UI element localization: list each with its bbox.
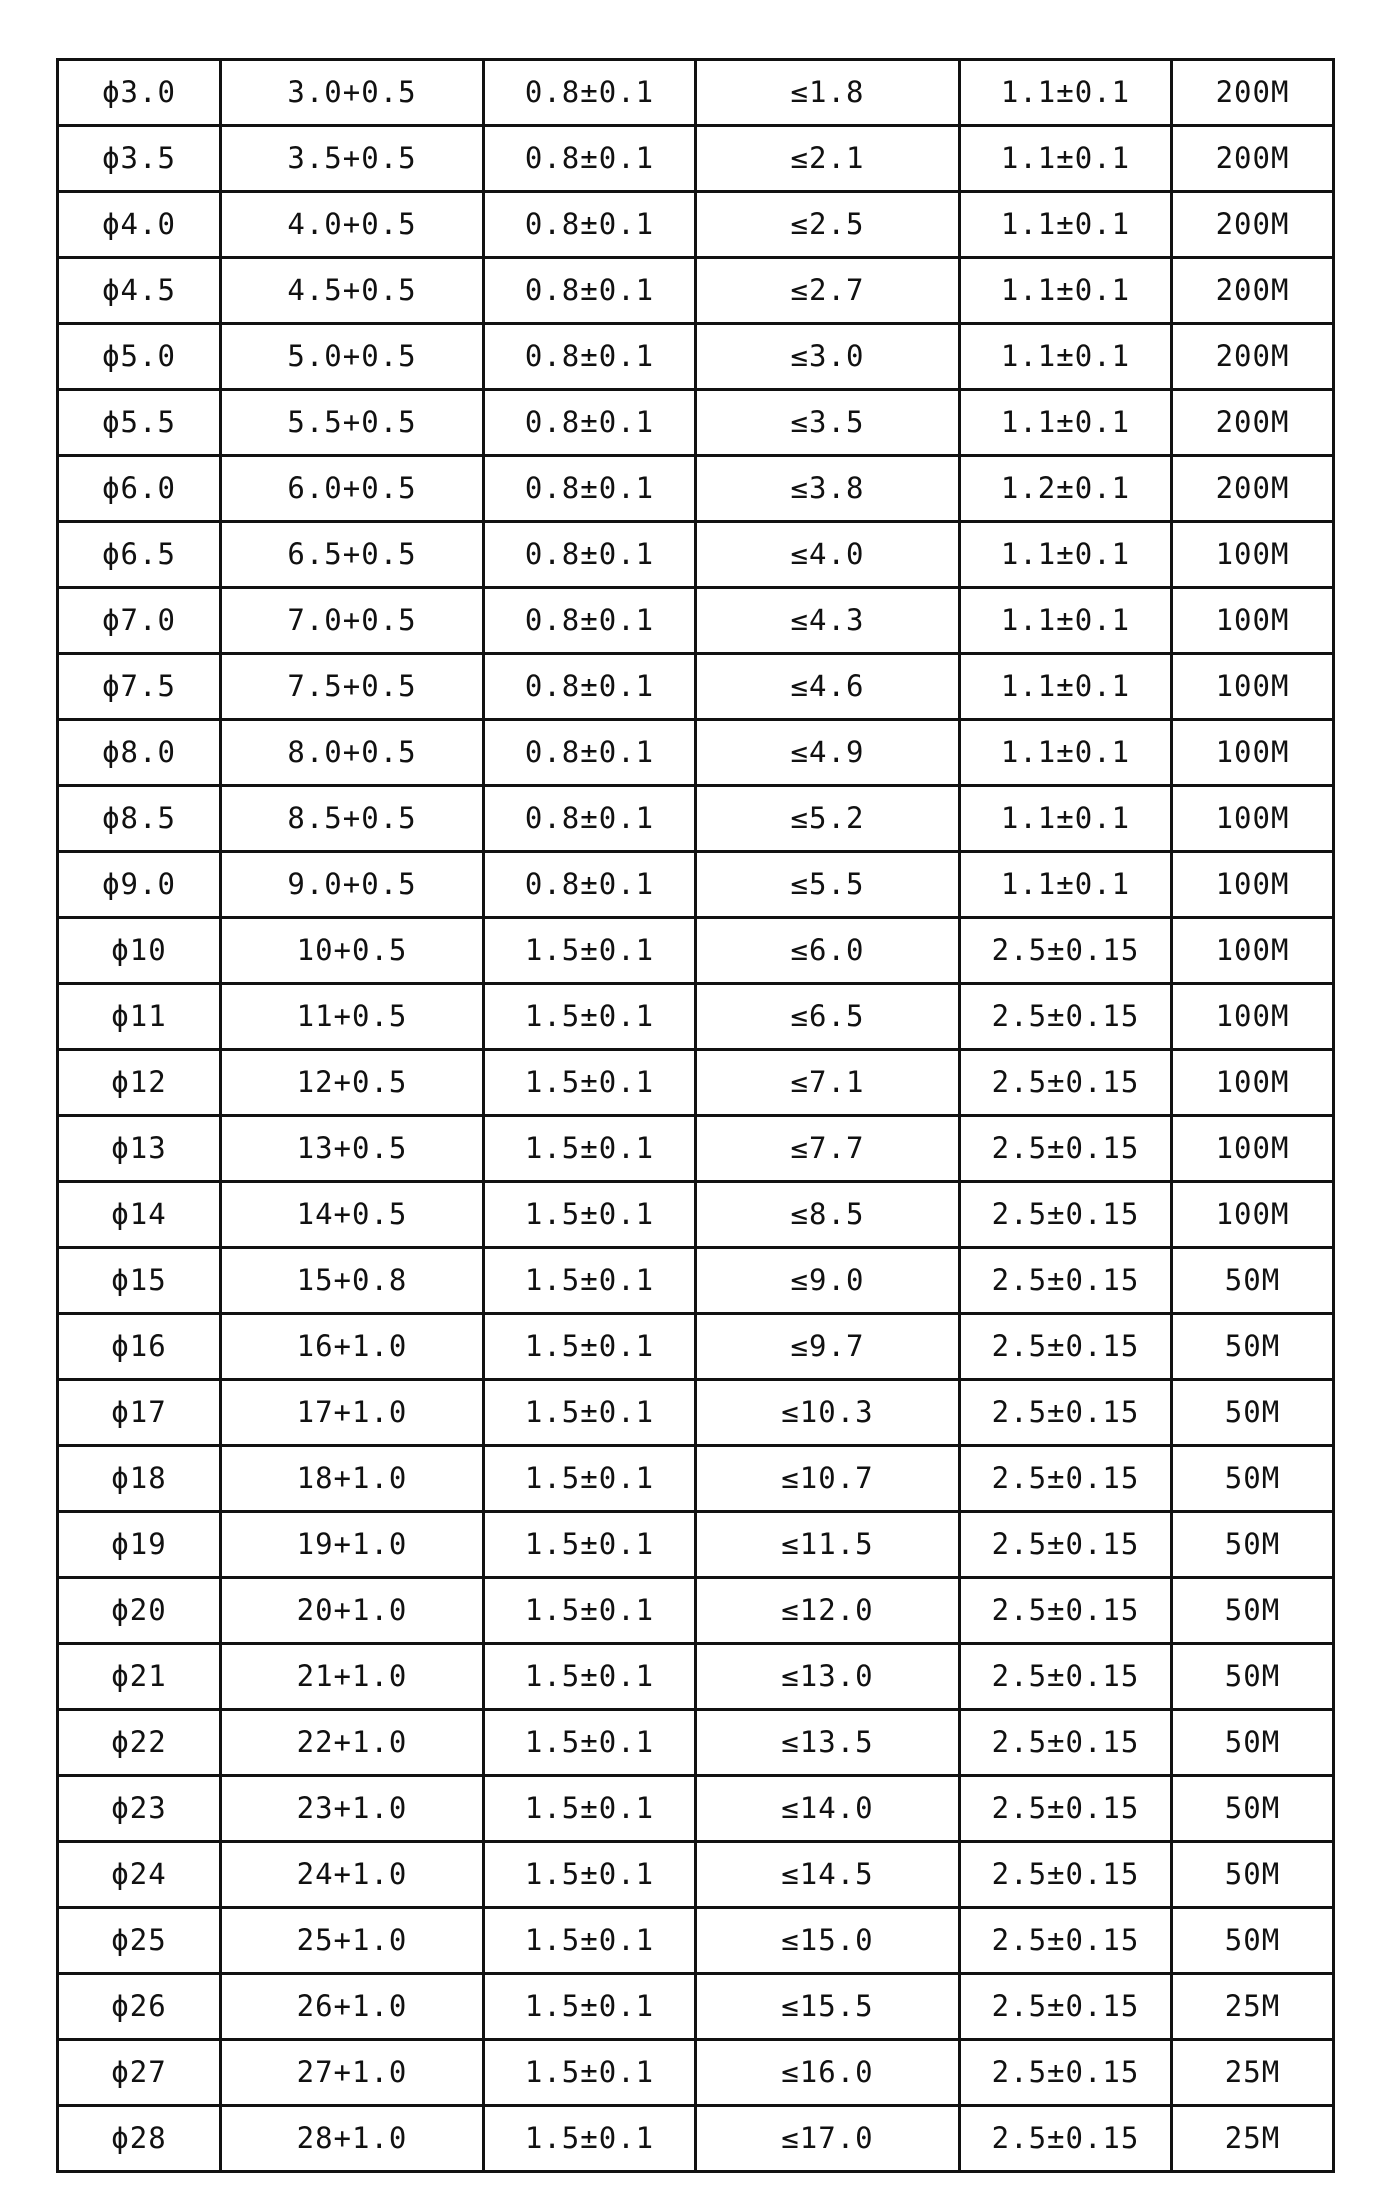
- wall-thickness-cell: 0.8±0.1: [484, 60, 696, 126]
- tolerance-cell: 1.1±0.1: [960, 852, 1172, 918]
- wall-thickness-cell: 1.5±0.1: [484, 1380, 696, 1446]
- inner-diameter-cell: 24+1.0: [221, 1842, 484, 1908]
- inner-diameter-cell: 10+0.5: [221, 918, 484, 984]
- diameter-cell: ϕ7.5: [58, 654, 221, 720]
- length-cell: 50M: [1172, 1248, 1334, 1314]
- diameter-cell: ϕ25: [58, 1908, 221, 1974]
- table-row: [58, 1050, 1334, 1116]
- diameter-cell: ϕ12: [58, 1050, 221, 1116]
- tolerance-cell: 2.5±0.15: [960, 1710, 1172, 1776]
- diameter-cell: ϕ5.5: [58, 390, 221, 456]
- length-cell: 200M: [1172, 456, 1334, 522]
- length-cell: 50M: [1172, 1578, 1334, 1644]
- inner-diameter-cell: 16+1.0: [221, 1314, 484, 1380]
- inner-diameter-cell: 19+1.0: [221, 1512, 484, 1578]
- max-value-cell: ≤16.0: [696, 2040, 960, 2106]
- diameter-cell: ϕ23: [58, 1776, 221, 1842]
- length-cell: 50M: [1172, 1908, 1334, 1974]
- diameter-cell: ϕ20: [58, 1578, 221, 1644]
- max-value-cell: ≤4.9: [696, 720, 960, 786]
- max-value-cell: ≤11.5: [696, 1512, 960, 1578]
- wall-thickness-cell: 1.5±0.1: [484, 1050, 696, 1116]
- max-value-cell: ≤6.5: [696, 984, 960, 1050]
- diameter-cell: ϕ10: [58, 918, 221, 984]
- length-cell: 50M: [1172, 1314, 1334, 1380]
- wall-thickness-cell: 0.8±0.1: [484, 786, 696, 852]
- max-value-cell: ≤5.5: [696, 852, 960, 918]
- table-row: [58, 126, 1334, 192]
- table-row: [58, 1578, 1334, 1644]
- inner-diameter-cell: 6.0+0.5: [221, 456, 484, 522]
- inner-diameter-cell: 9.0+0.5: [221, 852, 484, 918]
- max-value-cell: ≤7.1: [696, 1050, 960, 1116]
- max-value-cell: ≤4.6: [696, 654, 960, 720]
- tolerance-cell: 2.5±0.15: [960, 1116, 1172, 1182]
- tolerance-cell: 2.5±0.15: [960, 2040, 1172, 2106]
- diameter-cell: ϕ8.0: [58, 720, 221, 786]
- wall-thickness-cell: 1.5±0.1: [484, 1908, 696, 1974]
- length-cell: 50M: [1172, 1446, 1334, 1512]
- tolerance-cell: 2.5±0.15: [960, 1776, 1172, 1842]
- length-cell: 50M: [1172, 1380, 1334, 1446]
- max-value-cell: ≤9.7: [696, 1314, 960, 1380]
- tolerance-cell: 2.5±0.15: [960, 1182, 1172, 1248]
- tolerance-cell: 1.1±0.1: [960, 60, 1172, 126]
- wall-thickness-cell: 0.8±0.1: [484, 390, 696, 456]
- table-row: [58, 1710, 1334, 1776]
- max-value-cell: ≤2.7: [696, 258, 960, 324]
- inner-diameter-cell: 3.0+0.5: [221, 60, 484, 126]
- length-cell: 200M: [1172, 324, 1334, 390]
- tolerance-cell: 1.1±0.1: [960, 588, 1172, 654]
- length-cell: 50M: [1172, 1842, 1334, 1908]
- max-value-cell: ≤3.0: [696, 324, 960, 390]
- tolerance-cell: 2.5±0.15: [960, 1644, 1172, 1710]
- tolerance-cell: 1.1±0.1: [960, 258, 1172, 324]
- diameter-cell: ϕ8.5: [58, 786, 221, 852]
- length-cell: 100M: [1172, 720, 1334, 786]
- inner-diameter-cell: 14+0.5: [221, 1182, 484, 1248]
- wall-thickness-cell: 1.5±0.1: [484, 1182, 696, 1248]
- table-row: [58, 786, 1334, 852]
- wall-thickness-cell: 1.5±0.1: [484, 2106, 696, 2172]
- length-cell: 50M: [1172, 1512, 1334, 1578]
- diameter-cell: ϕ9.0: [58, 852, 221, 918]
- tolerance-cell: 1.1±0.1: [960, 126, 1172, 192]
- table-row: [58, 1908, 1334, 1974]
- inner-diameter-cell: 3.5+0.5: [221, 126, 484, 192]
- table-row: [58, 1446, 1334, 1512]
- wall-thickness-cell: 0.8±0.1: [484, 720, 696, 786]
- wall-thickness-cell: 1.5±0.1: [484, 1512, 696, 1578]
- diameter-cell: ϕ13: [58, 1116, 221, 1182]
- tolerance-cell: 2.5±0.15: [960, 1908, 1172, 1974]
- length-cell: 50M: [1172, 1776, 1334, 1842]
- length-cell: 200M: [1172, 390, 1334, 456]
- max-value-cell: ≤14.5: [696, 1842, 960, 1908]
- inner-diameter-cell: 12+0.5: [221, 1050, 484, 1116]
- diameter-cell: ϕ16: [58, 1314, 221, 1380]
- table-row: [58, 192, 1334, 258]
- length-cell: 200M: [1172, 192, 1334, 258]
- tolerance-cell: 1.1±0.1: [960, 192, 1172, 258]
- diameter-cell: ϕ22: [58, 1710, 221, 1776]
- diameter-cell: ϕ24: [58, 1842, 221, 1908]
- length-cell: 100M: [1172, 984, 1334, 1050]
- inner-diameter-cell: 5.5+0.5: [221, 390, 484, 456]
- max-value-cell: ≤10.3: [696, 1380, 960, 1446]
- max-value-cell: ≤15.5: [696, 1974, 960, 2040]
- length-cell: 200M: [1172, 126, 1334, 192]
- wall-thickness-cell: 0.8±0.1: [484, 852, 696, 918]
- table-row: [58, 1314, 1334, 1380]
- inner-diameter-cell: 26+1.0: [221, 1974, 484, 2040]
- length-cell: 200M: [1172, 258, 1334, 324]
- inner-diameter-cell: 15+0.8: [221, 1248, 484, 1314]
- table-row: [58, 1380, 1334, 1446]
- max-value-cell: ≤3.8: [696, 456, 960, 522]
- table-row: [58, 1248, 1334, 1314]
- inner-diameter-cell: 23+1.0: [221, 1776, 484, 1842]
- tolerance-cell: 1.1±0.1: [960, 720, 1172, 786]
- length-cell: 100M: [1172, 852, 1334, 918]
- wall-thickness-cell: 0.8±0.1: [484, 588, 696, 654]
- table-row: [58, 1116, 1334, 1182]
- length-cell: 50M: [1172, 1710, 1334, 1776]
- diameter-cell: ϕ6.5: [58, 522, 221, 588]
- wall-thickness-cell: 1.5±0.1: [484, 1446, 696, 1512]
- length-cell: 100M: [1172, 522, 1334, 588]
- table-row: [58, 720, 1334, 786]
- tolerance-cell: 2.5±0.15: [960, 1842, 1172, 1908]
- table-row: [58, 324, 1334, 390]
- tolerance-cell: 1.1±0.1: [960, 522, 1172, 588]
- inner-diameter-cell: 8.0+0.5: [221, 720, 484, 786]
- wall-thickness-cell: 0.8±0.1: [484, 456, 696, 522]
- max-value-cell: ≤1.8: [696, 60, 960, 126]
- table-row: [58, 1644, 1334, 1710]
- diameter-cell: ϕ4.5: [58, 258, 221, 324]
- diameter-cell: ϕ15: [58, 1248, 221, 1314]
- wall-thickness-cell: 1.5±0.1: [484, 918, 696, 984]
- inner-diameter-cell: 25+1.0: [221, 1908, 484, 1974]
- tolerance-cell: 2.5±0.15: [960, 1380, 1172, 1446]
- max-value-cell: ≤6.0: [696, 918, 960, 984]
- tolerance-cell: 2.5±0.15: [960, 1974, 1172, 2040]
- table-row: [58, 918, 1334, 984]
- inner-diameter-cell: 4.0+0.5: [221, 192, 484, 258]
- length-cell: 25M: [1172, 1974, 1334, 2040]
- length-cell: 100M: [1172, 786, 1334, 852]
- tolerance-cell: 2.5±0.15: [960, 1248, 1172, 1314]
- inner-diameter-cell: 21+1.0: [221, 1644, 484, 1710]
- wall-thickness-cell: 0.8±0.1: [484, 126, 696, 192]
- length-cell: 25M: [1172, 2040, 1334, 2106]
- tolerance-cell: 2.5±0.15: [960, 984, 1172, 1050]
- diameter-cell: ϕ3.5: [58, 126, 221, 192]
- tolerance-cell: 1.1±0.1: [960, 786, 1172, 852]
- table-row: [58, 390, 1334, 456]
- max-value-cell: ≤14.0: [696, 1776, 960, 1842]
- length-cell: 100M: [1172, 588, 1334, 654]
- length-cell: 200M: [1172, 60, 1334, 126]
- length-cell: 50M: [1172, 1644, 1334, 1710]
- max-value-cell: ≤7.7: [696, 1116, 960, 1182]
- diameter-cell: ϕ4.0: [58, 192, 221, 258]
- diameter-cell: ϕ26: [58, 1974, 221, 2040]
- max-value-cell: ≤9.0: [696, 1248, 960, 1314]
- table-row: [58, 984, 1334, 1050]
- diameter-cell: ϕ6.0: [58, 456, 221, 522]
- table-row: [58, 1974, 1334, 2040]
- wall-thickness-cell: 0.8±0.1: [484, 522, 696, 588]
- diameter-cell: ϕ14: [58, 1182, 221, 1248]
- wall-thickness-cell: 1.5±0.1: [484, 2040, 696, 2106]
- inner-diameter-cell: 28+1.0: [221, 2106, 484, 2172]
- inner-diameter-cell: 20+1.0: [221, 1578, 484, 1644]
- table-row: [58, 456, 1334, 522]
- inner-diameter-cell: 22+1.0: [221, 1710, 484, 1776]
- length-cell: 100M: [1172, 918, 1334, 984]
- spec-table-body: [58, 60, 1334, 2172]
- diameter-cell: ϕ3.0: [58, 60, 221, 126]
- wall-thickness-cell: 0.8±0.1: [484, 324, 696, 390]
- length-cell: 100M: [1172, 1182, 1334, 1248]
- diameter-cell: ϕ27: [58, 2040, 221, 2106]
- table-row: [58, 60, 1334, 126]
- diameter-cell: ϕ18: [58, 1446, 221, 1512]
- table-row: [58, 522, 1334, 588]
- max-value-cell: ≤13.5: [696, 1710, 960, 1776]
- max-value-cell: ≤4.0: [696, 522, 960, 588]
- diameter-cell: ϕ19: [58, 1512, 221, 1578]
- max-value-cell: ≤4.3: [696, 588, 960, 654]
- tolerance-cell: 2.5±0.15: [960, 1578, 1172, 1644]
- inner-diameter-cell: 27+1.0: [221, 2040, 484, 2106]
- wall-thickness-cell: 1.5±0.1: [484, 1116, 696, 1182]
- inner-diameter-cell: 13+0.5: [221, 1116, 484, 1182]
- table-row: [58, 2106, 1334, 2172]
- wall-thickness-cell: 0.8±0.1: [484, 654, 696, 720]
- tolerance-cell: 2.5±0.15: [960, 918, 1172, 984]
- inner-diameter-cell: 4.5+0.5: [221, 258, 484, 324]
- wall-thickness-cell: 1.5±0.1: [484, 984, 696, 1050]
- wall-thickness-cell: 1.5±0.1: [484, 1842, 696, 1908]
- table-row: [58, 654, 1334, 720]
- spec-table: [56, 58, 1335, 2173]
- wall-thickness-cell: 1.5±0.1: [484, 1248, 696, 1314]
- inner-diameter-cell: 18+1.0: [221, 1446, 484, 1512]
- max-value-cell: ≤17.0: [696, 2106, 960, 2172]
- length-cell: 100M: [1172, 1050, 1334, 1116]
- wall-thickness-cell: 1.5±0.1: [484, 1776, 696, 1842]
- wall-thickness-cell: 1.5±0.1: [484, 1974, 696, 2040]
- max-value-cell: ≤10.7: [696, 1446, 960, 1512]
- inner-diameter-cell: 7.5+0.5: [221, 654, 484, 720]
- tolerance-cell: 2.5±0.15: [960, 1446, 1172, 1512]
- table-row: [58, 1842, 1334, 1908]
- length-cell: 25M: [1172, 2106, 1334, 2172]
- tolerance-cell: 1.1±0.1: [960, 324, 1172, 390]
- tolerance-cell: 1.1±0.1: [960, 654, 1172, 720]
- table-row: [58, 852, 1334, 918]
- inner-diameter-cell: 17+1.0: [221, 1380, 484, 1446]
- max-value-cell: ≤2.5: [696, 192, 960, 258]
- wall-thickness-cell: 1.5±0.1: [484, 1314, 696, 1380]
- tolerance-cell: 2.5±0.15: [960, 1314, 1172, 1380]
- inner-diameter-cell: 6.5+0.5: [221, 522, 484, 588]
- wall-thickness-cell: 1.5±0.1: [484, 1644, 696, 1710]
- table-row: [58, 258, 1334, 324]
- max-value-cell: ≤8.5: [696, 1182, 960, 1248]
- wall-thickness-cell: 0.8±0.1: [484, 192, 696, 258]
- max-value-cell: ≤12.0: [696, 1578, 960, 1644]
- length-cell: 100M: [1172, 1116, 1334, 1182]
- tolerance-cell: 2.5±0.15: [960, 2106, 1172, 2172]
- max-value-cell: ≤15.0: [696, 1908, 960, 1974]
- table-row: [58, 1776, 1334, 1842]
- tolerance-cell: 2.5±0.15: [960, 1050, 1172, 1116]
- tolerance-cell: 1.1±0.1: [960, 390, 1172, 456]
- length-cell: 100M: [1172, 654, 1334, 720]
- diameter-cell: ϕ21: [58, 1644, 221, 1710]
- diameter-cell: ϕ7.0: [58, 588, 221, 654]
- table-row: [58, 1512, 1334, 1578]
- inner-diameter-cell: 8.5+0.5: [221, 786, 484, 852]
- table-row: [58, 588, 1334, 654]
- tolerance-cell: 2.5±0.15: [960, 1512, 1172, 1578]
- wall-thickness-cell: 0.8±0.1: [484, 258, 696, 324]
- max-value-cell: ≤3.5: [696, 390, 960, 456]
- inner-diameter-cell: 5.0+0.5: [221, 324, 484, 390]
- wall-thickness-cell: 1.5±0.1: [484, 1710, 696, 1776]
- diameter-cell: ϕ17: [58, 1380, 221, 1446]
- diameter-cell: ϕ28: [58, 2106, 221, 2172]
- max-value-cell: ≤5.2: [696, 786, 960, 852]
- inner-diameter-cell: 7.0+0.5: [221, 588, 484, 654]
- table-row: [58, 2040, 1334, 2106]
- diameter-cell: ϕ5.0: [58, 324, 221, 390]
- tolerance-cell: 1.2±0.1: [960, 456, 1172, 522]
- max-value-cell: ≤2.1: [696, 126, 960, 192]
- max-value-cell: ≤13.0: [696, 1644, 960, 1710]
- inner-diameter-cell: 11+0.5: [221, 984, 484, 1050]
- table-row: [58, 1182, 1334, 1248]
- wall-thickness-cell: 1.5±0.1: [484, 1578, 696, 1644]
- diameter-cell: ϕ11: [58, 984, 221, 1050]
